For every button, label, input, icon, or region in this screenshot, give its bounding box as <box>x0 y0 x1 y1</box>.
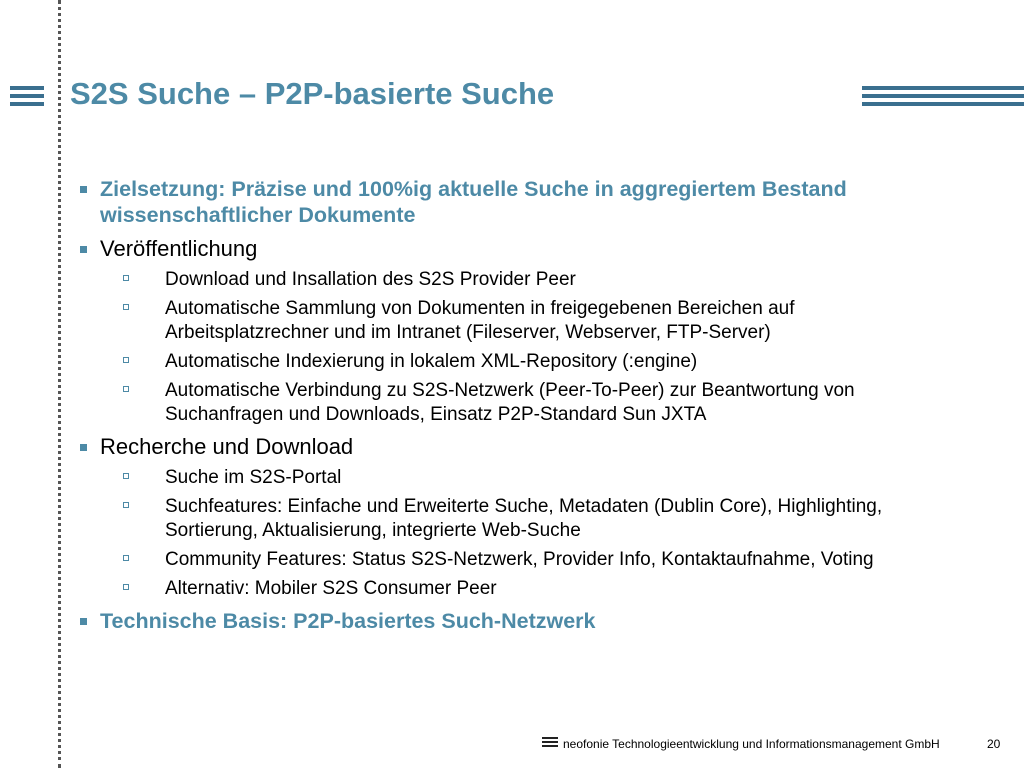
hollow-square-bullet-icon <box>123 473 129 479</box>
sub-bullet-item <box>80 495 960 543</box>
square-bullet-icon <box>80 246 87 253</box>
sub-bullet-item <box>80 466 960 490</box>
square-bullet-icon <box>80 444 87 451</box>
square-bullet-icon <box>80 186 87 193</box>
bullet-item-recherche <box>80 434 960 460</box>
footer-company: neofonie Technologieentwicklung und Informationsmanagement GmbH <box>563 737 940 751</box>
sub-bullet-text: Suche im S2S-Portal <box>165 467 342 488</box>
bullet-text: Technische Basis: P2P-basiertes Such-Netzwerk <box>100 609 596 633</box>
sub-bullet-text: Community Features: Status S2S-Netzwerk, Provider Info, Kontaktaufnahme, Voting <box>165 549 874 570</box>
sub-bullet-text: Suchfeatures: Einfache und Erweiterte Suche, Metadaten (Dublin Core), Highlighting, Sortierung, Aktualisierung, integrierte Web-Suche <box>165 496 883 541</box>
slide-title: S2S Suche – P2P-basierte Suche <box>70 76 555 111</box>
bullet-item-technische-basis <box>80 608 960 634</box>
sub-bullet-item <box>80 297 960 345</box>
sub-bullet-item <box>80 379 960 427</box>
hollow-square-bullet-icon <box>123 555 129 561</box>
sub-bullet-text: Download und Insallation des S2S Provider Peer <box>165 269 576 290</box>
hollow-square-bullet-icon <box>123 584 129 590</box>
sub-bullet-item <box>80 350 960 374</box>
hollow-square-bullet-icon <box>123 304 129 310</box>
hollow-square-bullet-icon <box>123 275 129 281</box>
hollow-square-bullet-icon <box>123 386 129 392</box>
sub-bullet-text: Automatische Sammlung von Dokumenten in freigegebenen Bereichen auf Arbeitsplatzrechner und im Intranet (Fileserver, Webserver, FTP-Server) <box>165 298 795 343</box>
square-bullet-icon <box>80 618 87 625</box>
bullet-text: Zielsetzung: Präzise und 100%ig aktuelle Suche in aggregiertem Bestand wissenschaftlicher Dokumente <box>100 177 847 227</box>
page-number: 20 <box>987 737 1001 751</box>
decorative-lines-right <box>862 86 1024 110</box>
sub-bullet-item <box>80 268 960 292</box>
sub-bullet-text: Alternativ: Mobiler S2S Consumer Peer <box>165 578 497 599</box>
sub-bullet-text: Automatische Indexierung in lokalem XML-Repository (:engine) <box>165 351 698 372</box>
bullet-item-veroeffentlichung <box>80 236 960 262</box>
hollow-square-bullet-icon <box>123 357 129 363</box>
decorative-lines-left <box>10 86 44 110</box>
sub-bullet-item <box>80 548 960 572</box>
bullet-text: Recherche und Download <box>100 434 354 459</box>
bullet-text: Veröffentlichung <box>100 236 258 261</box>
sub-bullet-item <box>80 577 960 601</box>
sub-bullet-text: Automatische Verbindung zu S2S-Netzwerk (Peer-To-Peer) zur Beantwortung von Suchanfragen und Downloads, Einsatz P2P-Standard Sun JXTA <box>165 380 855 425</box>
neofonie-logo-icon <box>542 737 558 749</box>
bullet-item-zielsetzung <box>80 176 960 228</box>
dotted-vertical-line <box>58 0 61 768</box>
hollow-square-bullet-icon <box>123 502 129 508</box>
slide-content <box>80 176 960 642</box>
